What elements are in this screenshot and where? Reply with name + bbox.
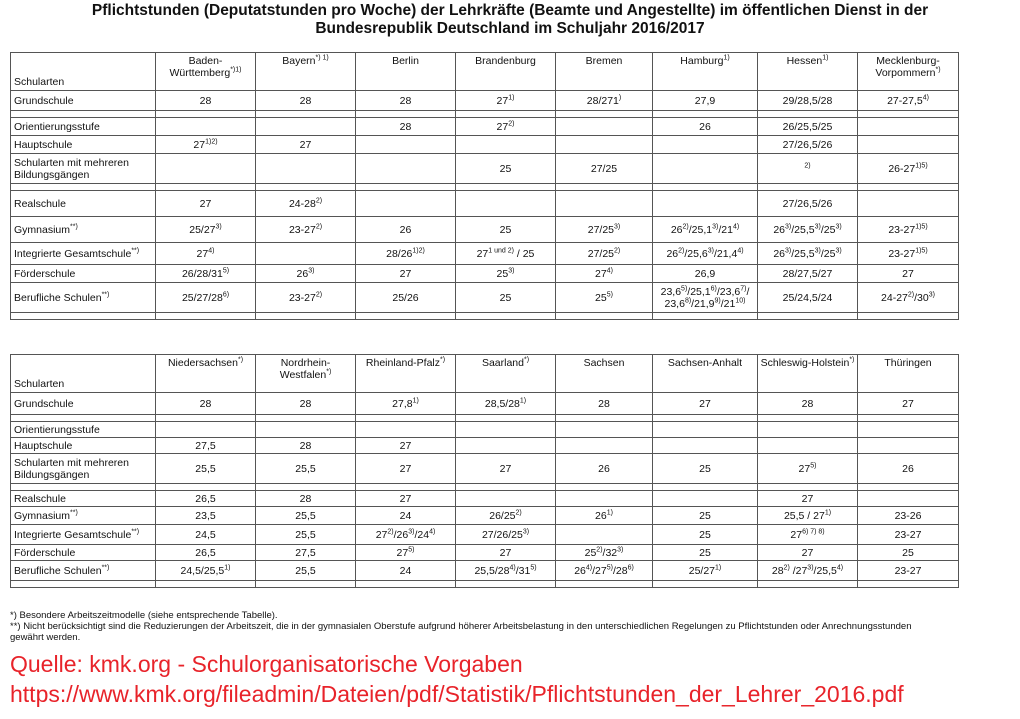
column-header-state: Sachsen bbox=[556, 355, 653, 393]
table-cell: 27/25 bbox=[556, 154, 653, 184]
table-cell bbox=[356, 191, 456, 217]
row-label-school-type: Orientierungsstufe bbox=[11, 422, 156, 438]
table-cell: $26-27^{1)5)}$ bbox=[858, 154, 959, 184]
table-cell bbox=[758, 438, 858, 454]
table-cell: 27/26,5/26 bbox=[758, 191, 858, 217]
table-cell: 26$^{1)}$ bbox=[556, 507, 653, 525]
table-cell: 27,8$^{1)}$ bbox=[356, 393, 456, 415]
table-header-row bbox=[11, 355, 959, 393]
column-header-state: Brandenburg bbox=[456, 53, 556, 91]
table-cell: 26$^{3)}$ bbox=[256, 265, 356, 283]
table-cell: $23-27^{1)5)}$ bbox=[858, 217, 959, 243]
column-header-state: Saarland*) bbox=[456, 355, 556, 393]
table-cell bbox=[556, 491, 653, 507]
table-row bbox=[11, 491, 959, 507]
table-cell: 27 bbox=[858, 393, 959, 415]
table-cell: 25 bbox=[456, 283, 556, 313]
table-cell: 26 bbox=[556, 454, 653, 484]
row-label-school-type: Berufliche Schulen**) bbox=[11, 561, 156, 581]
table-cell: 25,5 / 27$^{1)}$ bbox=[758, 507, 858, 525]
table-cell bbox=[858, 136, 959, 154]
footnotes bbox=[10, 610, 1020, 643]
table-cell: $23-27^{1)5)}$ bbox=[858, 243, 959, 265]
row-label-school-type: Förderschule bbox=[11, 265, 156, 283]
table-row bbox=[11, 561, 959, 581]
table-row bbox=[11, 243, 959, 265]
table-cell: 24,5 bbox=[156, 525, 256, 545]
column-header-state: Bayern$^{*) 1)}$ bbox=[256, 53, 356, 91]
table-cell: 27$^{4)}$ bbox=[156, 243, 256, 265]
row-label-school-type: Realschule bbox=[11, 491, 156, 507]
column-header-state: Thüringen bbox=[858, 355, 959, 393]
table-cell: 25 bbox=[653, 454, 758, 484]
table-cell: $27^{1)2)}$ bbox=[156, 136, 256, 154]
table-row bbox=[11, 438, 959, 454]
table-cell bbox=[156, 154, 256, 184]
table-cell: 28 bbox=[256, 91, 356, 111]
column-header-state: Berlin bbox=[356, 53, 456, 91]
column-header-state: Bremen bbox=[556, 53, 653, 91]
table-cell bbox=[556, 118, 653, 136]
row-label-school-type: Realschule bbox=[11, 191, 156, 217]
table-cell: 27$^{2)}$ bbox=[456, 118, 556, 136]
table-cell: 25 bbox=[653, 545, 758, 561]
row-label-school-type: Integrierte Gesamtschule**) bbox=[11, 243, 156, 265]
table-cell: 28 bbox=[256, 393, 356, 415]
table-cell: 27,9 bbox=[653, 91, 758, 111]
table-cell: 23-27$^{2)}$ bbox=[256, 283, 356, 313]
column-header-state: Hamburg$^{1)}$ bbox=[653, 53, 758, 91]
table-cell: 28$^{2)}$ /27$^{3)}$/25,5$^{4)}$ bbox=[758, 561, 858, 581]
table-cell: 26,5 bbox=[156, 545, 256, 561]
table-row bbox=[11, 154, 959, 184]
table-cell: 25 bbox=[858, 545, 959, 561]
column-header-state: Hessen$^{1)}$ bbox=[758, 53, 858, 91]
table-cell: 26/25$^{2)}$ bbox=[456, 507, 556, 525]
table-cell: 27$^{1)}$ bbox=[456, 91, 556, 111]
source-label: Quelle: kmk.org - Schulorganisatorische Vorgaben bbox=[10, 651, 523, 677]
table-cell bbox=[156, 422, 256, 438]
table-cell: 27 bbox=[356, 438, 456, 454]
table-cell bbox=[653, 136, 758, 154]
table-cell: 27 bbox=[758, 491, 858, 507]
table-cell: 28/27,5/27 bbox=[758, 265, 858, 283]
table-cell bbox=[456, 491, 556, 507]
row-label-school-type: Gymnasium**) bbox=[11, 507, 156, 525]
table-cell: 23-27$^{2)}$ bbox=[256, 217, 356, 243]
source-url-link[interactable]: https://www.kmk.org/fileadmin/Dateien/pdf/Statistik/Pflichtstunden_der_Lehrer_2016.pdf bbox=[10, 681, 904, 707]
table-cell bbox=[858, 191, 959, 217]
table-states-2 bbox=[10, 354, 959, 588]
table-cell: 24-27$^{2)}$/30$^{3)}$ bbox=[858, 283, 959, 313]
row-label-school-type: Gymnasium**) bbox=[11, 217, 156, 243]
table-cell: 26 bbox=[653, 118, 758, 136]
table-cell: 26$^{3)}$/25,5$^{3)}$/25$^{3)}$ bbox=[758, 243, 858, 265]
table-cell: 23,5 bbox=[156, 507, 256, 525]
table-cell bbox=[653, 154, 758, 184]
table-row bbox=[11, 217, 959, 243]
table-cell: 27 bbox=[653, 393, 758, 415]
table-cell: 24-28$^{2)}$ bbox=[256, 191, 356, 217]
separator-row bbox=[11, 313, 959, 320]
table-row bbox=[11, 91, 959, 111]
table-cell: 26$^{4)}$/27$^{5)}$/28$^{6)}$ bbox=[556, 561, 653, 581]
table-row bbox=[11, 265, 959, 283]
table-cell: 27 bbox=[356, 454, 456, 484]
table-cell: 27/25$^{2)}$ bbox=[556, 243, 653, 265]
table-states-1 bbox=[10, 52, 959, 320]
table-cell: 25/26 bbox=[356, 283, 456, 313]
table-cell: 25,5 bbox=[156, 454, 256, 484]
table-cell bbox=[456, 438, 556, 454]
table-cell bbox=[356, 422, 456, 438]
table-cell bbox=[653, 422, 758, 438]
row-label-school-type: Grundschule bbox=[11, 91, 156, 111]
title-line-1: Pflichtstunden (Deputatstunden pro Woche) der Lehrkräfte (Beamte und Angestellte) im öffentlichen Dienst in der bbox=[91, 2, 929, 19]
column-header-schularten: Schularten bbox=[11, 355, 156, 393]
table-cell bbox=[653, 438, 758, 454]
table-row bbox=[11, 422, 959, 438]
table-cell: 26,5 bbox=[156, 491, 256, 507]
table-cell: 25/27/28$^{6)}$ bbox=[156, 283, 256, 313]
column-header-state: Sachsen-Anhalt bbox=[653, 355, 758, 393]
table-cell: 25,5/28$^{4)}$/31$^{5)}$ bbox=[456, 561, 556, 581]
table-cell: 26$^{2)}$/25,1$^{3)}$/21$^{4)}$ bbox=[653, 217, 758, 243]
table-cell: 25,5 bbox=[256, 454, 356, 484]
table-cell: 24 bbox=[356, 507, 456, 525]
table-cell bbox=[653, 191, 758, 217]
footnote-1: *) Besondere Arbeitszeitmodelle (siehe entsprechende Tabelle). bbox=[10, 610, 278, 621]
table-cell: 25 bbox=[456, 154, 556, 184]
table-cell: 28 bbox=[156, 91, 256, 111]
table-cell: 25/24,5/24 bbox=[758, 283, 858, 313]
table-cell: 27/25$^{3)}$ bbox=[556, 217, 653, 243]
table-cell: 26$^{2)}$/25,6$^{3)}$/21,4$^{4)}$ bbox=[653, 243, 758, 265]
table-cell bbox=[256, 422, 356, 438]
table-header-row bbox=[11, 53, 959, 91]
table-cell: 27/26/25$^{3)}$ bbox=[456, 525, 556, 545]
separator-row bbox=[11, 484, 959, 491]
separator-row bbox=[11, 184, 959, 191]
row-label-school-type: Schularten mit mehreren Bildungsgängen bbox=[11, 154, 156, 184]
table-cell: 28 bbox=[156, 393, 256, 415]
table-cell bbox=[356, 154, 456, 184]
table-cell: 29/28,5/28 bbox=[758, 91, 858, 111]
table-cell: 25$^{3)}$ bbox=[456, 265, 556, 283]
table-cell: 27$^{2)}$/26$^{3)}$/24$^{4)}$ bbox=[356, 525, 456, 545]
table-cell: 28,5/28$^{1)}$ bbox=[456, 393, 556, 415]
table-cell: 2) bbox=[758, 154, 858, 184]
column-header-state: Rheinland-Pfalz*) bbox=[356, 355, 456, 393]
table-cell: 27 bbox=[356, 491, 456, 507]
table-cell bbox=[653, 491, 758, 507]
table-row bbox=[11, 393, 959, 415]
table-cell bbox=[858, 422, 959, 438]
title-line-2: Bundesrepublik Deutschland im Schuljahr 2016/2017 bbox=[315, 20, 705, 37]
table-cell: 26$^{3)}$/25,5$^{3)}$/25$^{3)}$ bbox=[758, 217, 858, 243]
column-header-state: Schleswig-Holstein*) bbox=[758, 355, 858, 393]
footnote-2: **) Nicht berücksichtigt sind die Reduzierungen der Arbeitszeit, die in der gymnasialen Oberstufe aufgrund höherer Arbeitsbelastung in den unterschiedlichen Regelungen zu Pflichtstunden oder Anrechnungsstunden bbox=[10, 621, 912, 632]
table-cell bbox=[356, 136, 456, 154]
table-cell: 24 bbox=[356, 561, 456, 581]
table-cell: 27$^{5)}$ bbox=[758, 454, 858, 484]
table-cell: 23,6$^{5)}$/25,1$^{6)}$/23,6$^{7)}$/ 23,6$^{8)}$/21,9$^{9)}$/21$^{10)}$ bbox=[653, 283, 758, 313]
table-cell bbox=[156, 118, 256, 136]
table-cell bbox=[256, 243, 356, 265]
table-row bbox=[11, 545, 959, 561]
table-cell bbox=[556, 525, 653, 545]
table-cell: 27 bbox=[256, 136, 356, 154]
table-cell: 27$^{4)}$ bbox=[556, 265, 653, 283]
table-cell: 27-27,5$^{4)}$ bbox=[858, 91, 959, 111]
table-cell: 25/27$^{3)}$ bbox=[156, 217, 256, 243]
table-cell bbox=[858, 438, 959, 454]
separator-row bbox=[11, 111, 959, 118]
table-cell: 27 bbox=[456, 545, 556, 561]
table-cell: 26 bbox=[858, 454, 959, 484]
separator-row bbox=[11, 415, 959, 422]
table-cell: 28 bbox=[256, 491, 356, 507]
table-cell: 25,5 bbox=[256, 507, 356, 525]
table-cell: 28 bbox=[556, 393, 653, 415]
table-cell: 27 bbox=[758, 545, 858, 561]
table-cell: 23-27 bbox=[858, 525, 959, 545]
table-cell bbox=[456, 136, 556, 154]
column-header-state: Nordrhein- Westfalen*) bbox=[256, 355, 356, 393]
table-cell bbox=[456, 422, 556, 438]
table-cell: 28 bbox=[356, 118, 456, 136]
table-cell: 26,9 bbox=[653, 265, 758, 283]
table-cell: 25,5 bbox=[256, 525, 356, 545]
table-cell: 27 bbox=[356, 265, 456, 283]
table-cell: $27^{1 und 2)} / 25$ bbox=[456, 243, 556, 265]
table-cell: 26 bbox=[356, 217, 456, 243]
table-cell: 27$^{5)}$ bbox=[356, 545, 456, 561]
table-cell bbox=[256, 118, 356, 136]
table-cell: 28 bbox=[256, 438, 356, 454]
row-label-school-type: Förderschule bbox=[11, 545, 156, 561]
table-row bbox=[11, 191, 959, 217]
table-cell bbox=[556, 136, 653, 154]
table-cell bbox=[556, 422, 653, 438]
table-cell: 23-26 bbox=[858, 507, 959, 525]
table-cell: 23-27 bbox=[858, 561, 959, 581]
table-cell bbox=[256, 154, 356, 184]
row-label-school-type: Schularten mit mehreren Bildungsgängen bbox=[11, 454, 156, 484]
table-row bbox=[11, 283, 959, 313]
table-cell: 26/25,5/25 bbox=[758, 118, 858, 136]
table-cell bbox=[858, 491, 959, 507]
table-cell bbox=[556, 438, 653, 454]
table-cell: 27 bbox=[156, 191, 256, 217]
table-cell bbox=[758, 422, 858, 438]
table-cell bbox=[858, 118, 959, 136]
footnote-2-continued: gewährt werden. bbox=[10, 632, 81, 643]
table-cell: 25$^{2)}$/32$^{3)}$ bbox=[556, 545, 653, 561]
row-label-school-type: Orientierungsstufe bbox=[11, 118, 156, 136]
separator-row bbox=[11, 581, 959, 588]
table-cell: 28/271) bbox=[556, 91, 653, 111]
table-cell: 25,5 bbox=[256, 561, 356, 581]
table-cell: 25$^{5)}$ bbox=[556, 283, 653, 313]
row-label-school-type: Grundschule bbox=[11, 393, 156, 415]
column-header-state: Niedersachsen*) bbox=[156, 355, 256, 393]
table-cell: 27 bbox=[858, 265, 959, 283]
row-label-school-type: Hauptschule bbox=[11, 438, 156, 454]
table-row bbox=[11, 454, 959, 484]
table-cell: 27 bbox=[456, 454, 556, 484]
column-header-schularten: Schularten bbox=[11, 53, 156, 91]
document-title bbox=[0, 2, 1020, 38]
table-cell: 26/28/31$^{5)}$ bbox=[156, 265, 256, 283]
table-row bbox=[11, 507, 959, 525]
table-cell: 25/27$^{1)}$ bbox=[653, 561, 758, 581]
table-cell bbox=[456, 191, 556, 217]
table-row bbox=[11, 118, 959, 136]
table-cell: 25 bbox=[653, 525, 758, 545]
table-row bbox=[11, 525, 959, 545]
table-cell: 27,5 bbox=[156, 438, 256, 454]
table-cell: 27,5 bbox=[256, 545, 356, 561]
table-cell: $27^{6) 7) 8)}$ bbox=[758, 525, 858, 545]
row-label-school-type: Hauptschule bbox=[11, 136, 156, 154]
table-cell: 24,5/25,5$^{1)}$ bbox=[156, 561, 256, 581]
column-header-state: Mecklenburg- Vorpommern*) bbox=[858, 53, 959, 91]
table-cell: 25 bbox=[456, 217, 556, 243]
table-cell bbox=[556, 191, 653, 217]
table-row bbox=[11, 136, 959, 154]
column-header-state: Baden- Württemberg$^{*)1)}$ bbox=[156, 53, 256, 91]
row-label-school-type: Berufliche Schulen**) bbox=[11, 283, 156, 313]
table-cell: 27/26,5/26 bbox=[758, 136, 858, 154]
table-cell: $28/26^{1)2)}$ bbox=[356, 243, 456, 265]
row-label-school-type: Integrierte Gesamtschule**) bbox=[11, 525, 156, 545]
table-cell: 28 bbox=[758, 393, 858, 415]
table-cell: 25 bbox=[653, 507, 758, 525]
table-cell: 28 bbox=[356, 91, 456, 111]
